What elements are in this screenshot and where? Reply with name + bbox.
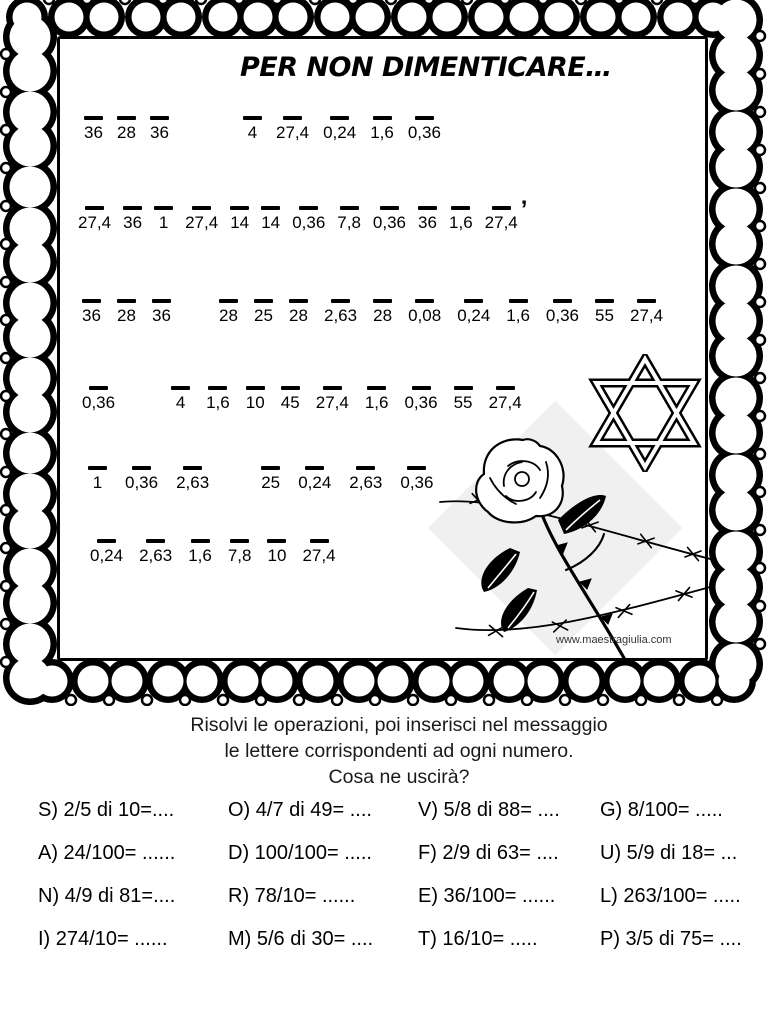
blank-line [146, 539, 165, 543]
blank-line [208, 386, 227, 390]
letter-blank [489, 386, 522, 412]
instructions-line: Risolvi le operazioni, poi inserisci nel messaggio [190, 714, 608, 736]
letter-blank [302, 539, 335, 565]
operation-item: O) 4/7 di 49= .... [228, 799, 372, 821]
blank-line [637, 299, 656, 303]
letter-blank [267, 539, 286, 565]
letter-blank [373, 206, 406, 232]
letter-blank [595, 299, 614, 325]
operation-item: N) 4/9 di 81=.... [38, 885, 176, 907]
blank-number: 27,4 [488, 393, 522, 412]
message-row [82, 386, 522, 412]
letter-blank [219, 299, 238, 325]
blank-number: 0,36 [372, 213, 407, 232]
operation-item: P) 3/5 di 75= .... [600, 928, 742, 950]
blank-line [595, 299, 614, 303]
letter-blank [154, 206, 173, 232]
blank-number: 27,4 [276, 123, 310, 142]
blank-line [305, 466, 324, 470]
message-row [90, 539, 336, 565]
message-word [84, 116, 169, 142]
letter-blank [152, 299, 171, 325]
blank-number: 27,4 [185, 213, 219, 232]
message-word [82, 386, 115, 412]
blank-line [418, 206, 437, 210]
blank-line [373, 116, 392, 120]
blank-line [84, 116, 103, 120]
message-row [82, 299, 663, 325]
blank-number: 0,36 [545, 306, 580, 325]
blank-line [415, 299, 434, 303]
blank-number: 10 [267, 546, 287, 565]
message-word [88, 466, 209, 492]
operation-item: E) 36/100= ...... [418, 885, 556, 907]
operation-item: U) 5/9 di 18= ... [600, 842, 738, 864]
blank-number: 10 [245, 393, 265, 412]
operation-item: G) 8/100= ..... [600, 799, 723, 821]
blank-number: 25 [261, 473, 281, 492]
blank-number: 0,36 [82, 393, 116, 412]
blank-number: 0,24 [323, 123, 357, 142]
letter-blank [289, 299, 308, 325]
letter-blank [243, 116, 262, 142]
letter-blank [323, 116, 356, 142]
blank-line [243, 116, 262, 120]
letter-blank [408, 299, 441, 325]
blank-number: 25 [254, 306, 273, 325]
letter-blank [185, 206, 218, 232]
blank-number: 2,63 [324, 306, 358, 325]
blank-number: 28 [117, 123, 136, 142]
operation-item: L) 263/100= ..... [600, 885, 741, 907]
letter-blank [298, 466, 331, 492]
blank-line [97, 539, 116, 543]
letter-blank [365, 386, 389, 412]
blank-number: 1,6 [364, 393, 389, 412]
blank-line [367, 386, 386, 390]
blank-number: 0,24 [457, 306, 491, 325]
blank-line [246, 386, 265, 390]
blank-number: 14 [261, 213, 281, 232]
blank-number: 1 [158, 213, 169, 232]
blank-number: 1,6 [370, 123, 394, 142]
blank-line [132, 466, 151, 470]
blank-line [254, 299, 273, 303]
blank-number: 1,6 [206, 393, 230, 412]
blank-number: 55 [595, 306, 614, 325]
blank-line [407, 466, 426, 470]
blank-number: 36 [82, 306, 101, 325]
blank-line [283, 116, 302, 120]
letter-blank [139, 539, 172, 565]
blank-number: 27,4 [315, 393, 349, 412]
blank-number: 28 [373, 306, 393, 325]
blank-line [330, 116, 349, 120]
letter-blank [418, 206, 437, 232]
blank-line [289, 299, 308, 303]
blank-line [88, 466, 107, 470]
operation-item: R) 78/10= ...... [228, 885, 356, 907]
blank-line [356, 466, 375, 470]
blank-line [191, 539, 210, 543]
blank-number: 28 [289, 306, 308, 325]
blank-line [553, 299, 572, 303]
message-word [78, 206, 518, 232]
blank-number: 0,36 [404, 393, 438, 412]
letter-blank [117, 116, 136, 142]
operation-item: A) 24/100= ...... [38, 842, 176, 864]
blank-line [117, 116, 136, 120]
blank-line [230, 206, 249, 210]
blank-number: 0,36 [292, 213, 326, 232]
letter-blank [206, 386, 230, 412]
blank-number: 36 [152, 306, 171, 325]
blank-number: 4 [175, 393, 186, 412]
blank-line [380, 206, 399, 210]
blank-number: 7,8 [227, 546, 252, 565]
letter-blank [506, 299, 530, 325]
message-word [90, 539, 336, 565]
blank-line [373, 299, 392, 303]
blank-line [152, 299, 171, 303]
blank-line [85, 206, 104, 210]
blank-line [192, 206, 211, 210]
blank-number: 36 [84, 123, 103, 142]
blank-number: 36 [418, 213, 437, 232]
blank-line [331, 299, 350, 303]
letter-blank [546, 299, 579, 325]
letter-blank [150, 116, 169, 142]
operations-grid [38, 800, 750, 950]
blank-line [261, 466, 280, 470]
letter-blank [82, 299, 101, 325]
blank-number: 45 [280, 393, 300, 412]
letter-blank [630, 299, 663, 325]
blank-line [496, 386, 515, 390]
blank-line [261, 206, 280, 210]
letter-blank [261, 466, 280, 492]
letter-blank [261, 206, 280, 232]
letter-blank [117, 299, 136, 325]
blank-number: 0,24 [298, 473, 332, 492]
blank-number: 1 [92, 473, 103, 492]
letter-blank [408, 116, 441, 142]
letter-blank [188, 539, 212, 565]
letter-blank [400, 466, 433, 492]
letter-blank [228, 539, 252, 565]
blank-line [267, 539, 286, 543]
letter-blank [78, 206, 111, 232]
instructions-line: le lettere corrispondenti ad ogni numero. [224, 740, 574, 762]
blank-line [454, 386, 473, 390]
blank-line [219, 299, 238, 303]
blank-line [310, 539, 329, 543]
blank-line [464, 299, 483, 303]
letter-blank [88, 466, 107, 492]
blank-number: 36 [150, 123, 169, 142]
blank-number: 1,6 [449, 213, 473, 232]
blank-number: 2,63 [139, 546, 173, 565]
message-word [243, 116, 441, 142]
blank-number: 4 [247, 123, 258, 142]
blank-line [509, 299, 528, 303]
blank-line [340, 206, 359, 210]
message-row [88, 466, 433, 492]
blank-line [299, 206, 318, 210]
letter-blank [449, 206, 473, 232]
letter-blank [373, 299, 392, 325]
letter-blank [123, 206, 142, 232]
blank-line [183, 466, 202, 470]
letter-blank [324, 299, 357, 325]
message-row [78, 196, 528, 232]
blank-number: 0,36 [407, 123, 441, 142]
blank-number: 14 [230, 213, 250, 232]
blank-number: 55 [453, 393, 473, 412]
blank-number: 36 [123, 213, 143, 232]
blank-number: 0,36 [125, 473, 159, 492]
letter-blank [454, 386, 473, 412]
blank-number: 28 [219, 306, 238, 325]
blank-line [323, 386, 342, 390]
blank-line [150, 116, 169, 120]
letter-blank [125, 466, 158, 492]
blank-line [82, 299, 101, 303]
message-word [171, 386, 522, 412]
blank-number: 1,6 [506, 306, 530, 325]
blank-line [281, 386, 300, 390]
blank-line [171, 386, 190, 390]
blank-number: 28 [117, 306, 136, 325]
letter-blank [230, 206, 249, 232]
operation-item: V) 5/8 di 88= .... [418, 799, 560, 821]
page-title: PER NON DIMENTICARE… [240, 52, 612, 83]
letter-blank [254, 299, 273, 325]
instructions [30, 712, 768, 790]
letter-blank [281, 386, 300, 412]
letter-blank [457, 299, 490, 325]
instructions-line: Cosa ne uscirà? [328, 766, 470, 788]
letter-blank [276, 116, 309, 142]
blank-number: 7,8 [337, 213, 361, 232]
blank-number: 27,4 [630, 306, 664, 325]
operation-item: T) 16/10= ..... [418, 928, 538, 950]
operation-item: I) 274/10= ...... [38, 928, 168, 950]
letter-blank [292, 206, 325, 232]
message-word [261, 466, 433, 492]
blank-line [89, 386, 108, 390]
blank-number: 0,24 [90, 546, 124, 565]
comma-mark: ’ [520, 196, 528, 223]
operation-item: F) 2/9 di 63= .... [418, 842, 559, 864]
letter-blank [82, 386, 115, 412]
blank-number: 1,6 [188, 546, 212, 565]
letter-blank [404, 386, 437, 412]
letter-blank [90, 539, 123, 565]
blank-line [230, 539, 249, 543]
blank-line [117, 299, 136, 303]
operation-item: D) 100/100= ..... [228, 842, 372, 864]
letter-blank [246, 386, 265, 412]
blank-number: 27,4 [78, 213, 112, 232]
letter-blank [485, 206, 518, 232]
message-word [82, 299, 171, 325]
blank-line [123, 206, 142, 210]
blank-line [412, 386, 431, 390]
operation-item: S) 2/5 di 10=.... [38, 799, 175, 821]
letter-blank [349, 466, 382, 492]
letter-blank [337, 206, 361, 232]
blank-number: 2,63 [349, 473, 383, 492]
blank-number: 27,4 [484, 213, 518, 232]
blank-number: 0,36 [400, 473, 434, 492]
operation-item: M) 5/6 di 30= .... [228, 928, 374, 950]
letter-blank [316, 386, 349, 412]
blank-number: 0,08 [408, 306, 442, 325]
blank-number: 2,63 [176, 473, 210, 492]
message-row [84, 116, 441, 142]
blank-line [154, 206, 173, 210]
blank-line [415, 116, 434, 120]
site-watermark: www.maestragiulia.com [556, 634, 672, 646]
message-word [219, 299, 663, 325]
letter-blank [370, 116, 394, 142]
blank-line [451, 206, 470, 210]
letter-blank [171, 386, 190, 412]
letter-blank [84, 116, 103, 142]
blank-line [492, 206, 511, 210]
blank-number: 27,4 [302, 546, 336, 565]
letter-blank [176, 466, 209, 492]
